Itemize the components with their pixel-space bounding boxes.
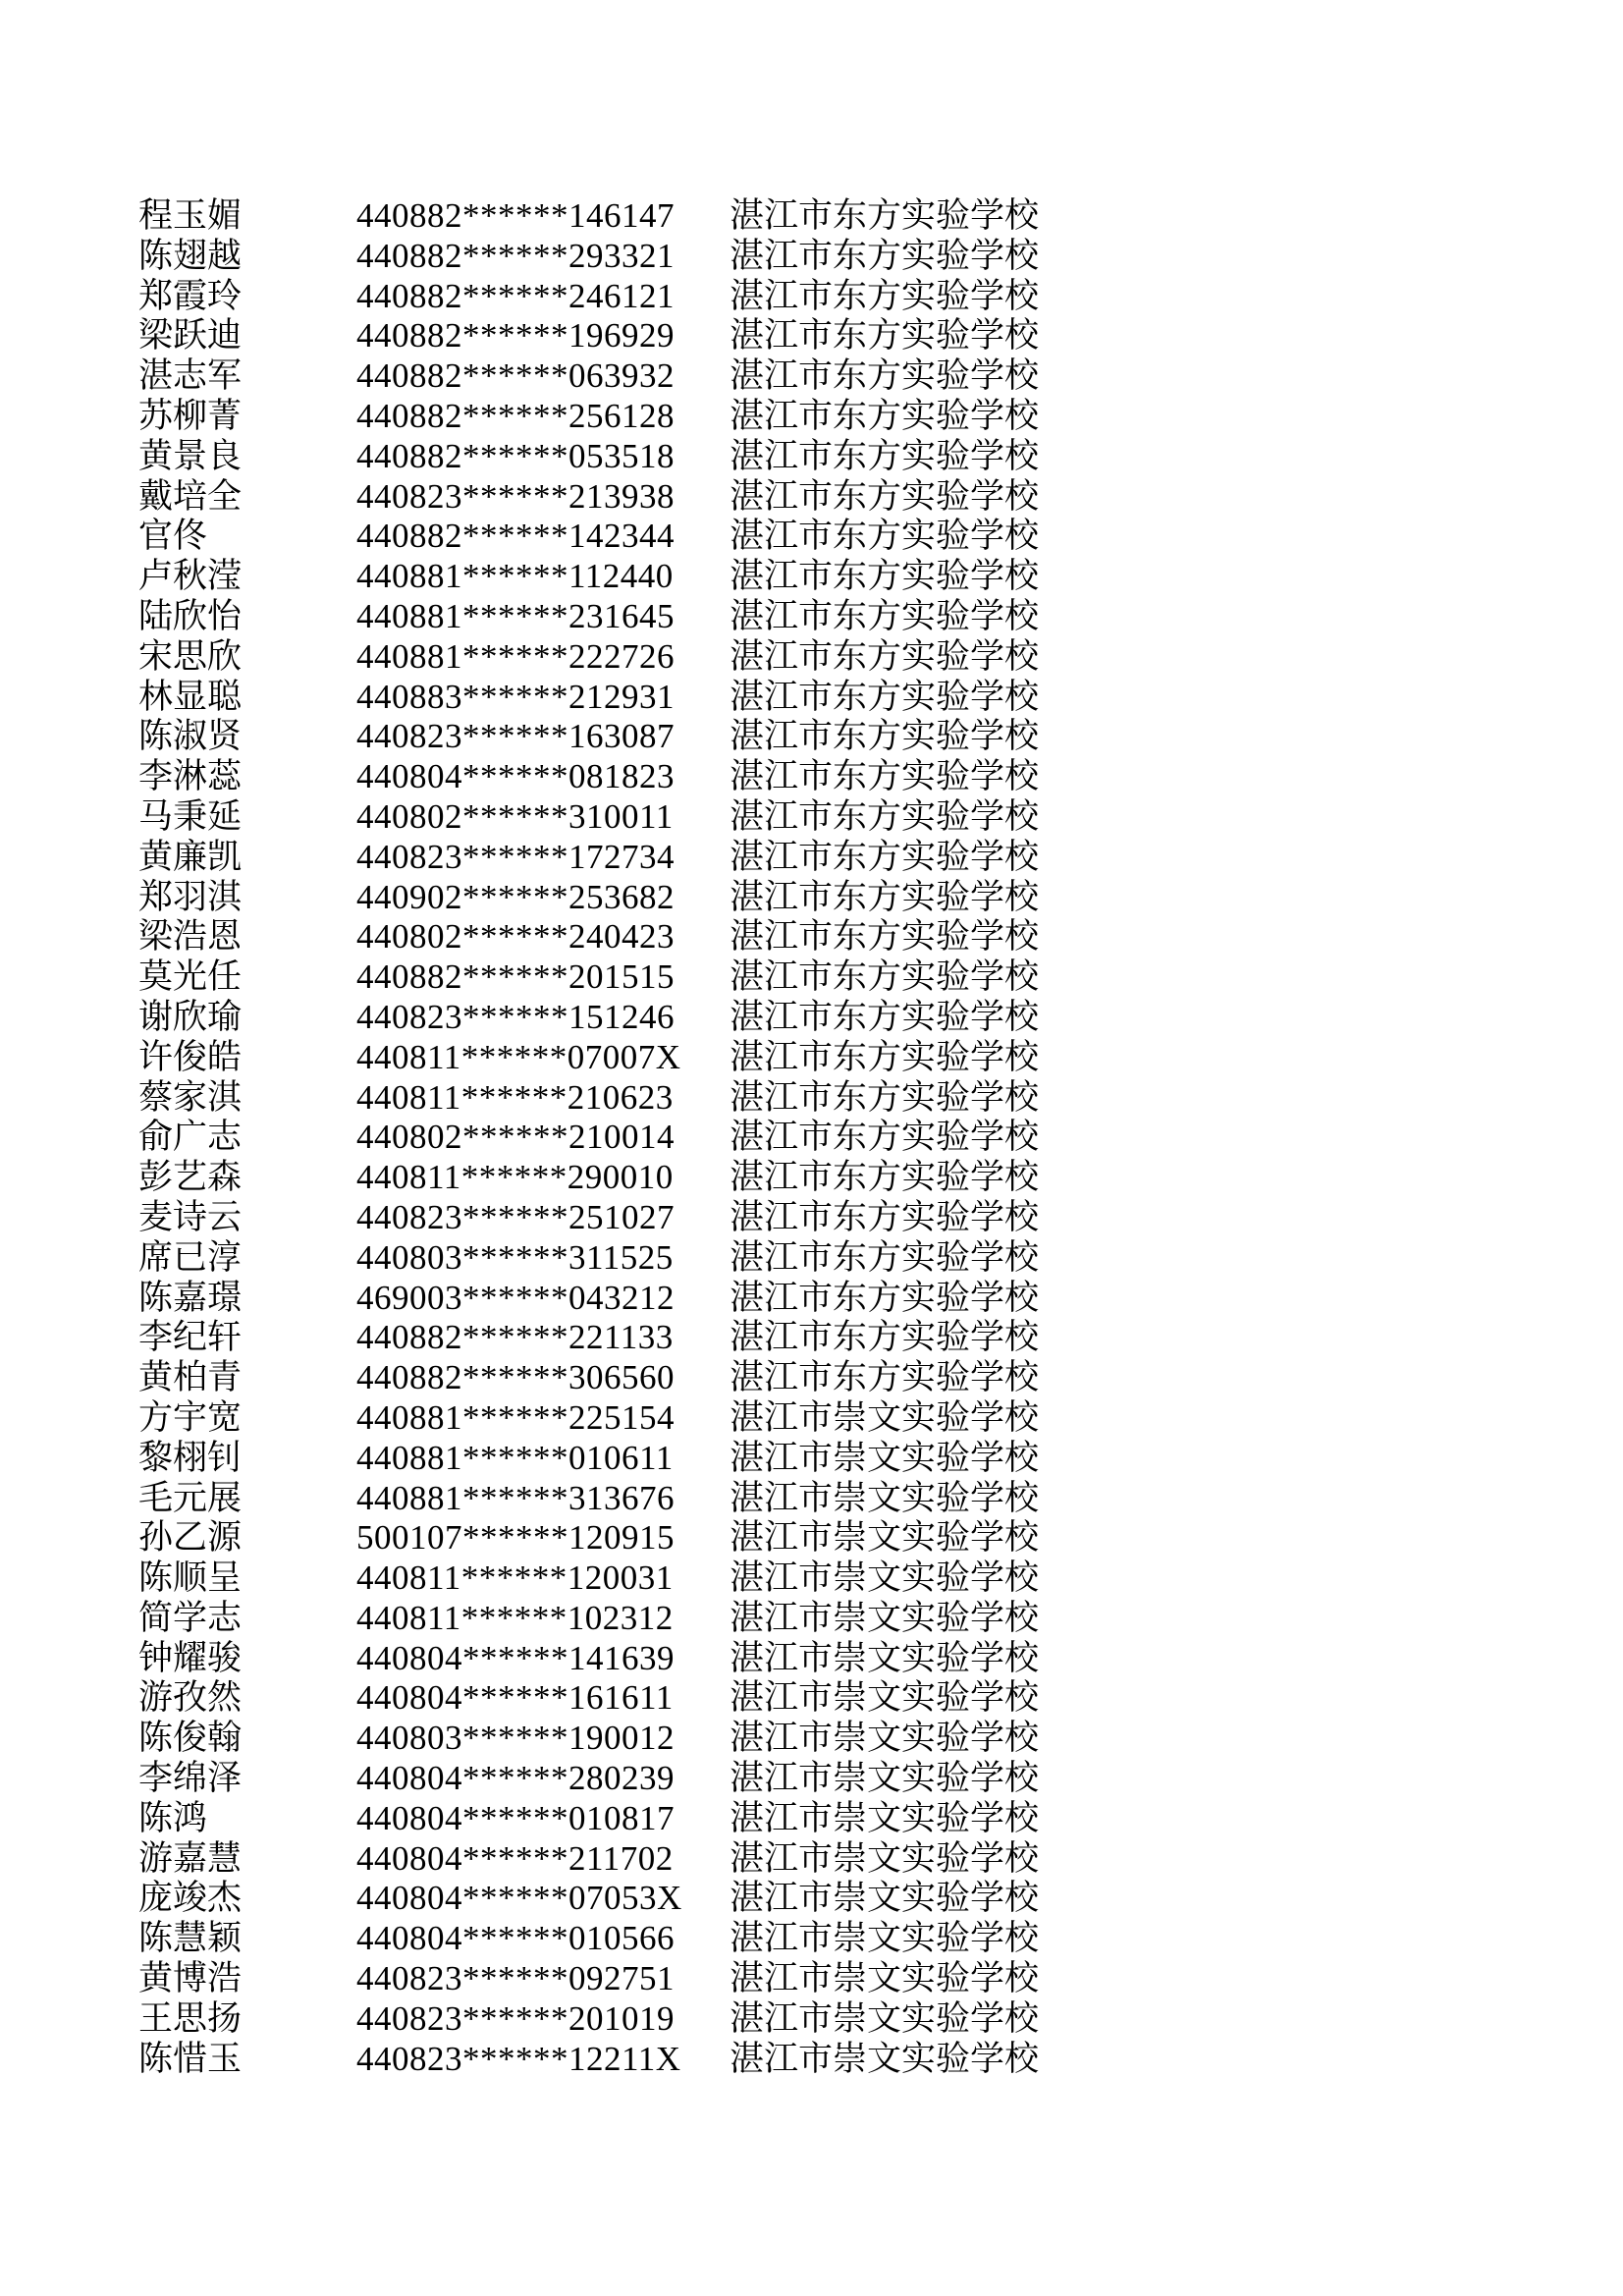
school-cell: 湛江市东方实验学校: [730, 677, 1040, 716]
name-cell: 席已淳: [138, 1237, 243, 1277]
name-cell: 黄博浩: [138, 1959, 243, 1998]
school-cell: 湛江市崇文实验学校: [730, 1478, 1040, 1517]
table-row: [138, 838, 1039, 878]
id-cell: 440882******256128: [356, 396, 675, 435]
school-cell: 湛江市东方实验学校: [730, 517, 1040, 556]
id-cell: 440804******081823: [356, 757, 675, 796]
table-row: [138, 637, 1039, 678]
id-cell: 440882******142344: [356, 517, 675, 556]
school-cell: 湛江市东方实验学校: [730, 436, 1040, 475]
school-cell: 湛江市东方实验学校: [730, 1197, 1040, 1236]
id-cell: 440811******120031: [356, 1558, 674, 1598]
school-cell: 湛江市东方实验学校: [730, 1077, 1040, 1117]
table-row: [138, 277, 1039, 317]
school-cell: 湛江市东方实验学校: [730, 796, 1040, 836]
table-row: [138, 1398, 1039, 1439]
id-cell: 440811******290010: [356, 1158, 674, 1197]
name-cell: 苏柳菁: [138, 396, 243, 435]
school-cell: 湛江市东方实验学校: [730, 557, 1040, 596]
name-cell: 宋思欣: [138, 636, 243, 676]
name-cell: 陈淑贤: [138, 717, 243, 756]
name-cell: 简学志: [138, 1598, 243, 1637]
table-row: [138, 1158, 1039, 1198]
table-row: [138, 717, 1039, 757]
table-row: [138, 1759, 1039, 1799]
id-cell: 440804******07053X: [356, 1879, 682, 1918]
table-row: [138, 1639, 1039, 1679]
name-cell: 钟耀骏: [138, 1638, 243, 1677]
table-row: [138, 477, 1039, 518]
name-cell: 李绵泽: [138, 1759, 243, 1798]
name-cell: 李纪轩: [138, 1318, 243, 1357]
table-row: [138, 678, 1039, 718]
table-row: [138, 196, 1039, 237]
id-cell: 440881******313676: [356, 1478, 675, 1517]
id-cell: 440804******211702: [356, 1838, 674, 1878]
table-row: [138, 2040, 1039, 2080]
id-cell: 440881******112440: [356, 557, 674, 596]
name-cell: 湛志军: [138, 356, 243, 396]
name-cell: 孙乙源: [138, 1518, 243, 1558]
school-cell: 湛江市崇文实验学校: [730, 1598, 1040, 1637]
school-cell: 湛江市东方实验学校: [730, 596, 1040, 635]
table-row: [138, 1358, 1039, 1398]
table-row: [138, 757, 1039, 797]
table-row: [138, 1279, 1039, 1319]
school-cell: 湛江市东方实验学校: [730, 917, 1040, 957]
school-cell: 湛江市东方实验学校: [730, 356, 1040, 396]
table-row: [138, 1479, 1039, 1519]
school-cell: 湛江市东方实验学校: [730, 476, 1040, 516]
table-row: [138, 1959, 1039, 1999]
school-cell: 湛江市东方实验学校: [730, 757, 1040, 796]
table-row: [138, 356, 1039, 397]
table-row: [138, 1518, 1039, 1558]
school-cell: 湛江市崇文实验学校: [730, 1719, 1040, 1758]
id-cell: 440823******172734: [356, 837, 675, 876]
table-row: [138, 557, 1039, 597]
table-row: [138, 437, 1039, 477]
school-cell: 湛江市东方实验学校: [730, 1118, 1040, 1157]
id-cell: 440802******210014: [356, 1118, 675, 1157]
id-cell: 440882******063932: [356, 356, 675, 396]
id-cell: 440881******231645: [356, 596, 675, 635]
name-cell: 陈鸿: [138, 1798, 208, 1837]
name-cell: 彭艺森: [138, 1158, 243, 1197]
school-cell: 湛江市东方实验学校: [730, 196, 1040, 235]
id-cell: 440803******311525: [356, 1237, 674, 1277]
id-cell: 440882******201515: [356, 957, 675, 997]
school-cell: 湛江市东方实验学校: [730, 1318, 1040, 1357]
id-cell: 500107******120915: [356, 1518, 675, 1558]
table-row: [138, 1719, 1039, 1759]
id-cell: 440804******280239: [356, 1759, 675, 1798]
school-cell: 湛江市东方实验学校: [730, 877, 1040, 916]
table-row: [138, 1118, 1039, 1158]
school-cell: 湛江市崇文实验学校: [730, 1518, 1040, 1558]
name-cell: 游嘉慧: [138, 1838, 243, 1878]
table-row: [138, 1879, 1039, 1919]
school-cell: 湛江市东方实验学校: [730, 316, 1040, 355]
id-cell: 440803******190012: [356, 1719, 675, 1758]
id-cell: 440883******212931: [356, 677, 675, 716]
school-cell: 湛江市东方实验学校: [730, 1037, 1040, 1076]
table-row: [138, 1238, 1039, 1279]
table-row: [138, 1558, 1039, 1599]
school-cell: 湛江市崇文实验学校: [730, 1678, 1040, 1718]
id-cell: 440823******201019: [356, 1998, 675, 2038]
table-row: [138, 998, 1039, 1038]
id-cell: 440882******053518: [356, 436, 675, 475]
name-cell: 麦诗云: [138, 1197, 243, 1236]
school-cell: 湛江市东方实验学校: [730, 396, 1040, 435]
id-cell: 440804******141639: [356, 1638, 675, 1677]
school-cell: 湛江市东方实验学校: [730, 997, 1040, 1036]
table-row: [138, 1038, 1039, 1078]
name-cell: 庞竣杰: [138, 1879, 243, 1918]
id-cell: 440804******161611: [356, 1678, 674, 1718]
school-cell: 湛江市崇文实验学校: [730, 1998, 1040, 2038]
school-cell: 湛江市东方实验学校: [730, 1158, 1040, 1197]
name-cell: 莫光任: [138, 957, 243, 997]
table-row: [138, 1318, 1039, 1358]
id-cell: 440804******010817: [356, 1798, 675, 1837]
name-cell: 黎栩钊: [138, 1438, 243, 1477]
id-cell: 440802******240423: [356, 917, 675, 957]
name-cell: 许俊皓: [138, 1037, 243, 1076]
id-cell: 440802******310011: [356, 796, 674, 836]
table-row: [138, 1799, 1039, 1839]
id-cell: 440881******222726: [356, 636, 675, 676]
id-cell: 440882******146147: [356, 196, 675, 235]
id-cell: 440882******246121: [356, 276, 675, 315]
id-cell: 440902******253682: [356, 877, 675, 916]
school-cell: 湛江市崇文实验学校: [730, 1959, 1040, 1998]
id-cell: 440882******293321: [356, 236, 675, 275]
id-cell: 440811******210623: [356, 1077, 674, 1117]
id-cell: 440882******221133: [356, 1318, 674, 1357]
table-row: [138, 1678, 1039, 1719]
id-cell: 440823******163087: [356, 717, 675, 756]
name-cell: 王思扬: [138, 1998, 243, 2038]
name-cell: 郑霞玲: [138, 276, 243, 315]
school-cell: 湛江市东方实验学校: [730, 1278, 1040, 1317]
school-cell: 湛江市崇文实验学校: [730, 1879, 1040, 1918]
school-cell: 湛江市崇文实验学校: [730, 1558, 1040, 1598]
name-cell: 官佟: [138, 517, 208, 556]
name-cell: 黄柏青: [138, 1358, 243, 1397]
id-cell: 440823******092751: [356, 1959, 675, 1998]
name-cell: 陆欣怡: [138, 596, 243, 635]
table-row: [138, 397, 1039, 437]
name-cell: 黄廉凯: [138, 837, 243, 876]
id-cell: 440804******010566: [356, 1919, 675, 1958]
school-cell: 湛江市东方实验学校: [730, 837, 1040, 876]
table-row: [138, 878, 1039, 918]
id-cell: 440881******225154: [356, 1397, 675, 1437]
table-row: [138, 957, 1039, 998]
name-cell: 戴培全: [138, 476, 243, 516]
school-cell: 湛江市东方实验学校: [730, 636, 1040, 676]
name-cell: 陈慧颖: [138, 1919, 243, 1958]
name-cell: 方宇宽: [138, 1397, 243, 1437]
id-cell: 440823******151246: [356, 997, 675, 1036]
id-cell: 469003******043212: [356, 1278, 675, 1317]
table-row: [138, 316, 1039, 356]
name-cell: 游孜然: [138, 1678, 243, 1718]
name-cell: 程玉媚: [138, 196, 243, 235]
name-cell: 毛元展: [138, 1478, 243, 1517]
name-cell: 陈俊翰: [138, 1719, 243, 1758]
id-cell: 440823******251027: [356, 1197, 675, 1236]
table-row: [138, 1439, 1039, 1479]
school-cell: 湛江市崇文实验学校: [730, 1638, 1040, 1677]
name-cell: 马秉延: [138, 796, 243, 836]
table-row: [138, 1599, 1039, 1639]
name-cell: 卢秋滢: [138, 557, 243, 596]
name-cell: 梁跃迪: [138, 316, 243, 355]
table-row: [138, 797, 1039, 838]
name-cell: 陈顺呈: [138, 1558, 243, 1598]
school-cell: 湛江市崇文实验学校: [730, 1838, 1040, 1878]
name-cell: 谢欣瑜: [138, 997, 243, 1036]
table-row: [138, 237, 1039, 277]
name-cell: 林显聪: [138, 677, 243, 716]
table-row: [138, 917, 1039, 957]
school-cell: 湛江市崇文实验学校: [730, 1397, 1040, 1437]
school-cell: 湛江市东方实验学校: [730, 236, 1040, 275]
school-cell: 湛江市东方实验学校: [730, 1237, 1040, 1277]
school-cell: 湛江市东方实验学校: [730, 957, 1040, 997]
table-row: [138, 597, 1039, 637]
name-cell: 陈嘉璟: [138, 1278, 243, 1317]
name-cell: 黄景良: [138, 436, 243, 475]
id-cell: 440882******306560: [356, 1358, 675, 1397]
name-cell: 李淋蕊: [138, 757, 243, 796]
table-row: [138, 517, 1039, 557]
table-row: [138, 1839, 1039, 1880]
id-cell: 440823******12211X: [356, 2039, 681, 2078]
school-cell: 湛江市东方实验学校: [730, 717, 1040, 756]
table-row: [138, 1078, 1039, 1119]
table-row: [138, 1999, 1039, 2040]
id-cell: 440882******196929: [356, 316, 675, 355]
id-cell: 440823******213938: [356, 476, 675, 516]
name-cell: 蔡家淇: [138, 1077, 243, 1117]
school-cell: 湛江市东方实验学校: [730, 276, 1040, 315]
school-cell: 湛江市崇文实验学校: [730, 1798, 1040, 1837]
id-cell: 440811******07007X: [356, 1037, 681, 1076]
table-row: [138, 1198, 1039, 1238]
table-row: [138, 1919, 1039, 1959]
school-cell: 湛江市东方实验学校: [730, 1358, 1040, 1397]
school-cell: 湛江市崇文实验学校: [730, 1919, 1040, 1958]
school-cell: 湛江市崇文实验学校: [730, 1759, 1040, 1798]
id-cell: 440881******010611: [356, 1438, 674, 1477]
student-roster-table: [138, 196, 1039, 2079]
id-cell: 440811******102312: [356, 1598, 674, 1637]
name-cell: 郑羽淇: [138, 877, 243, 916]
name-cell: 梁浩恩: [138, 917, 243, 957]
school-cell: 湛江市崇文实验学校: [730, 2039, 1040, 2078]
school-cell: 湛江市崇文实验学校: [730, 1438, 1040, 1477]
name-cell: 陈翅越: [138, 236, 243, 275]
name-cell: 俞广志: [138, 1118, 243, 1157]
name-cell: 陈惜玉: [138, 2039, 243, 2078]
